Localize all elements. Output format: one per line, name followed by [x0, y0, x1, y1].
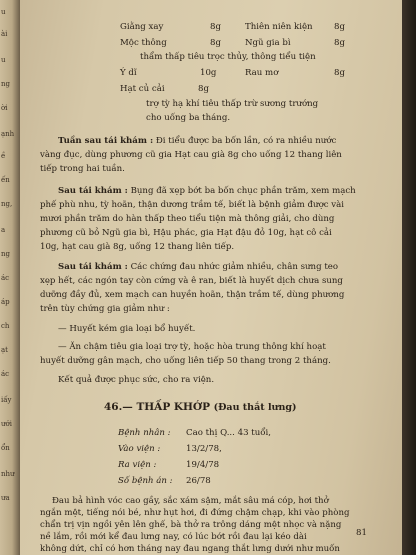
margin-fragment: ưa — [1, 494, 10, 502]
margin-fragment: ng, — [1, 200, 13, 208]
paragraph-line — [58, 262, 338, 273]
margin-fragment: ng — [1, 250, 10, 258]
margin-fragment: ưới — [1, 420, 12, 428]
bullet-line: — Ăn chậm tiêu gia loại trợ tỳ, hoặc hòa trung thông khí hoạt — [58, 342, 326, 352]
margin-fragment: ổn — [1, 444, 10, 452]
paragraph-line: chẩn trị vịn ngồi yên lên ghế, bà thở ra trông dáng mệt nhọc và nặng — [40, 520, 342, 530]
margin-fragment: iấy — [1, 396, 12, 404]
ingredient-dose: 8g — [334, 68, 345, 78]
ingredient-dose: 8g — [334, 38, 345, 48]
ingredient-name: Thiên niên kiện — [245, 22, 313, 32]
left-page-edge — [0, 0, 20, 555]
margin-fragment: ạt — [1, 346, 8, 354]
margin-fragment: ác — [1, 274, 10, 282]
paragraph-heading: Tuần sau tái khám : — [58, 136, 154, 146]
paragraph-line: ngắn mệt, tiếng nói bé, như hụt hơi, đi đứng chậm chạp, khi vào phòng — [40, 508, 350, 518]
section-subtitle: (Đau thắt lưng) — [213, 402, 297, 413]
prescription-note: cho uống ba tháng. — [146, 113, 231, 123]
paragraph-heading: Sau tái khám : — [58, 186, 128, 196]
margin-fragment: ời — [1, 104, 8, 112]
ingredient-name: Rau mơ — [245, 68, 279, 78]
margin-fragment: ng — [1, 80, 10, 88]
record-label: Ra viện : — [118, 460, 157, 470]
margin-fragment: u — [1, 56, 6, 64]
paragraph-line: mươi phần trăm do hàn thấp theo tiểu tiện mà thông giải, cho dùng — [40, 214, 335, 224]
result-line: Kết quả được phục sức, cho ra viện. — [58, 375, 215, 385]
record-label: Vào viện : — [118, 444, 161, 454]
book-page — [20, 0, 402, 555]
ingredient-dose: 8g — [210, 22, 221, 32]
record-label: Bệnh nhân : — [118, 428, 171, 438]
ingredient-dose: 8g — [334, 22, 345, 32]
margin-fragment: a — [1, 226, 6, 234]
paragraph-line: trên tùy chứng gia giảm như : — [40, 304, 170, 314]
ingredient-name: Giằng xay — [120, 22, 164, 32]
book-edge-shadow — [402, 0, 416, 555]
margin-fragment: ch — [1, 322, 10, 330]
paragraph-line: phế phù nhu, tỳ hoãn, thận dương trầm tế, biết là bệnh giảm được vài — [40, 200, 345, 210]
section-heading — [104, 402, 297, 414]
margin-fragment: ác — [1, 370, 10, 378]
margin-fragment: ề — [1, 152, 6, 160]
prescription-note: trợ tỳ hạ khí tiêu thấp trừ sương trướng — [146, 99, 319, 109]
paragraph-text: Các chứng đau nhức giảm nhiều, chân sưng teo — [127, 262, 339, 272]
paragraph-text: Đi tiểu được ba bốn lần, có ra nhiều nước — [153, 136, 337, 146]
section-number: 46.— — [104, 401, 133, 413]
ingredient-name: Ngũ gia bì — [245, 38, 291, 48]
paragraph-line — [58, 136, 336, 147]
ingredient-name: Mộc thông — [120, 38, 167, 48]
paragraph-line: phương cũ bỏ Ngũ gia bì, Hậu phác, gia Hạt đậu đỏ 10g, hạt cô cải — [40, 228, 332, 238]
paragraph-line: dưỡng đầy đủ, xem mạch can huyền hoãn, thận trầm tế, dùng phương — [40, 290, 345, 300]
ingredient-dose: 10g — [200, 68, 217, 78]
record-value: 26/78 — [186, 476, 211, 486]
paragraph-line: không dứt, chỉ có hơn tháng nay đau ngang thắt lưng dưới như muốn — [40, 544, 340, 554]
margin-fragment: ài — [1, 30, 8, 38]
record-label: Số bệnh án : — [118, 476, 173, 486]
record-value: 13/2/78, — [186, 444, 222, 454]
page-number: 81 — [356, 528, 367, 538]
ingredient-name: Ý dĩ — [120, 68, 137, 78]
ingredient-dose: 8g — [210, 38, 221, 48]
margin-fragment: ạnh — [1, 130, 15, 138]
paragraph-line: tiếp trong hai tuần. — [40, 164, 125, 174]
record-value: 19/4/78 — [186, 460, 220, 470]
margin-fragment: u — [1, 8, 6, 16]
paragraph-text: Bụng đã xẹp bớt ba bốn chục phần trăm, xem mạch — [127, 186, 356, 196]
bullet-line: — Huyết kém gia loại bổ huyết. — [58, 324, 196, 334]
prescription-note: thẩm thấp tiêu trọc thủy, thông tiểu tiện — [140, 52, 316, 62]
paragraph-heading: Sau tái khám : — [58, 262, 128, 272]
margin-fragment: như — [1, 470, 15, 478]
paragraph-line: 10g, hạt cau già 8g, uống 12 thang liên tiếp. — [40, 242, 235, 252]
ingredient-dose: 8g — [198, 84, 209, 94]
margin-fragment: ến — [1, 176, 10, 184]
paragraph-line: Đau bả hình vóc cao gầy, sắc xám sậm, mắt sâu má cóp, hơi thở — [52, 496, 329, 506]
ingredient-name: Hạt củ cải — [120, 84, 165, 94]
paragraph-line — [58, 186, 356, 197]
paragraph-line: nề lắm, rồi mới kể đau lưng nay, có lúc bớt rồi đau lại kéo dài — [40, 532, 307, 542]
paragraph-line: vàng đục, dùng phương cũ gia Hạt cau già 8g cho uống 12 thang liên — [40, 150, 342, 160]
paragraph-line: xẹp hết, các ngón tay còn cứng và ê ran, biết là huyết dịch chưa sung — [40, 276, 343, 286]
bullet-line: huyết dưỡng gân mạch, cho uống liên tiếp 50 thang trong 2 tháng. — [40, 356, 331, 366]
section-title: THẤP KHỚP — [136, 401, 210, 413]
record-value: Cao thị Q... 43 tuổi, — [186, 428, 272, 438]
margin-fragment: áp — [1, 298, 10, 306]
